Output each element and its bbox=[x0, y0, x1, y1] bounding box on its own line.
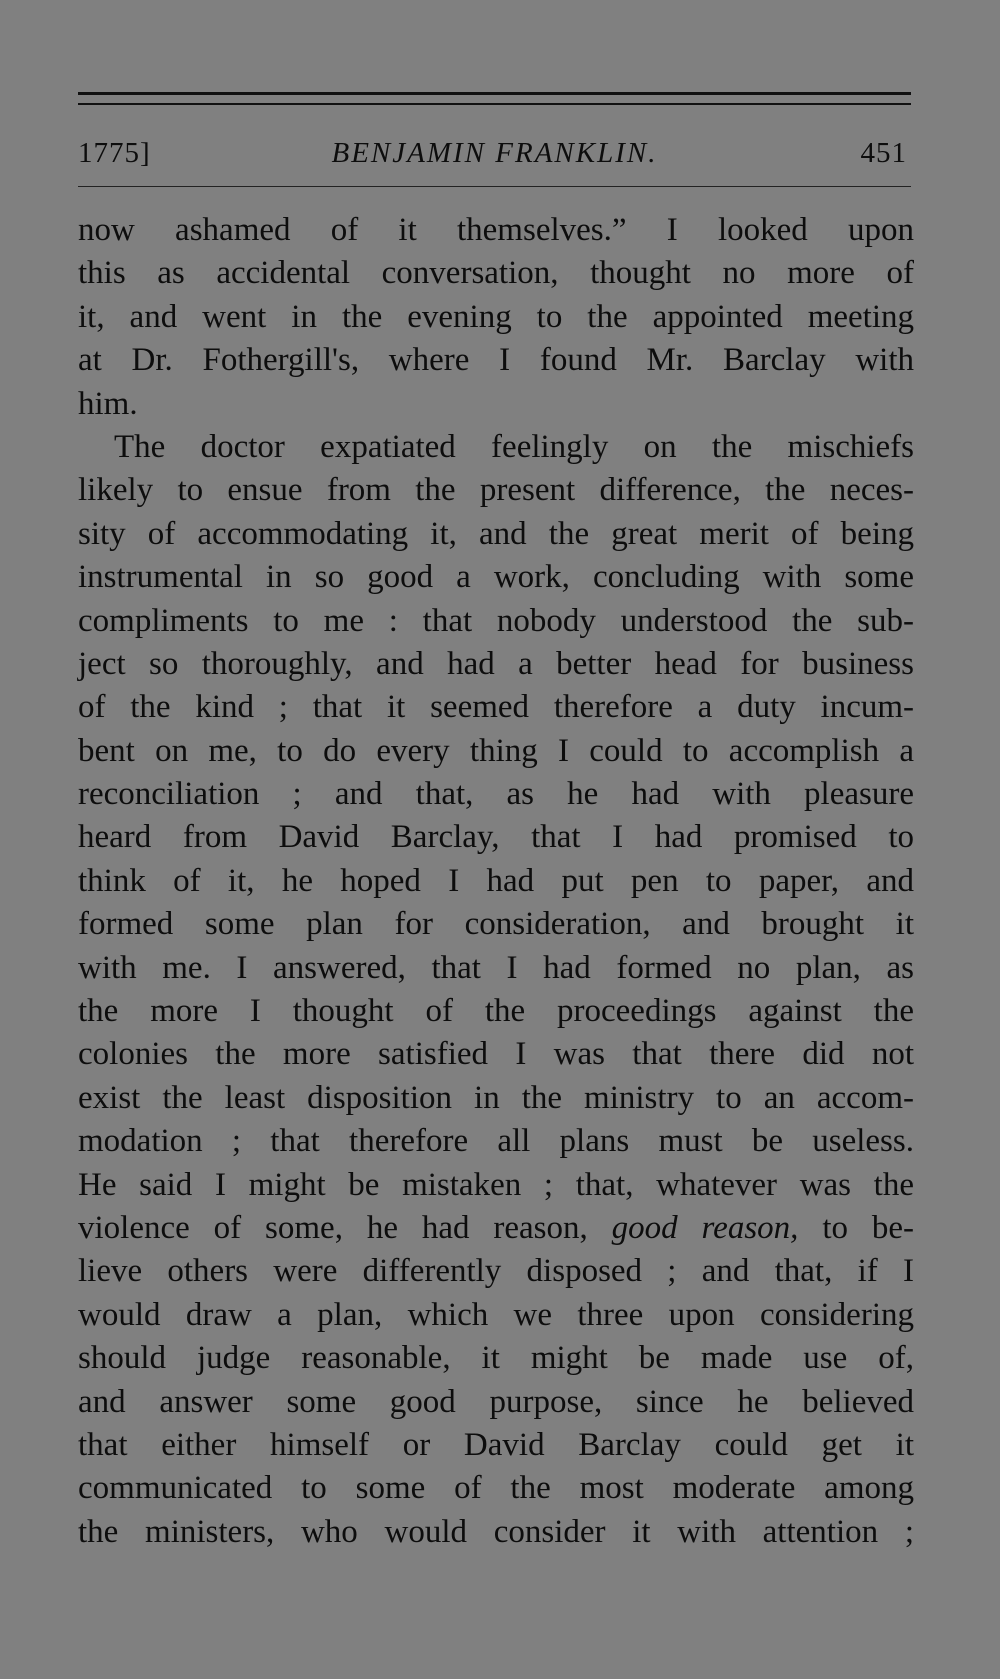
text-line: communicated to some of the most moderate among bbox=[78, 1470, 914, 1507]
text-line: him. bbox=[78, 385, 138, 422]
text-line: sity of accommodating it, and the great merit of being bbox=[78, 515, 914, 552]
header-double-rule-top bbox=[78, 92, 911, 95]
paragraph-2 bbox=[78, 426, 914, 1554]
text-line: that either himself or David Barclay could get it bbox=[78, 1426, 914, 1463]
text-line: think of it, he hoped I had put pen to paper, and bbox=[78, 862, 914, 899]
running-head-year: 1775] bbox=[78, 137, 151, 169]
running-head bbox=[78, 133, 911, 173]
text-line bbox=[78, 1207, 914, 1250]
text-line: formed some plan for consideration, and brought it bbox=[78, 906, 914, 943]
paragraph-1 bbox=[78, 209, 914, 426]
book-page bbox=[78, 0, 914, 1679]
text-segment: violence of some, he had reason, bbox=[78, 1209, 588, 1246]
text-line: at Dr. Fothergill's, where I found Mr. Barclay with bbox=[78, 342, 914, 379]
text-line: would draw a plan, which we three upon considering bbox=[78, 1296, 914, 1333]
page-number: 451 bbox=[860, 137, 907, 169]
text-line: lieve others were differently disposed ; and that, if I bbox=[78, 1253, 914, 1290]
text-line: the ministers, who would consider it with attention ; bbox=[78, 1513, 914, 1550]
header-double-rule-bottom bbox=[78, 103, 911, 105]
text-line: this as accidental conversation, thought no more of bbox=[78, 255, 914, 292]
body-text bbox=[78, 209, 914, 1554]
text-line: reconciliation ; and that, as he had with pleasure bbox=[78, 776, 914, 813]
text-line: and answer some good purpose, since he believed bbox=[78, 1383, 914, 1420]
header-rule bbox=[78, 186, 911, 187]
text-line: ject so thoroughly, and had a better head for business bbox=[78, 645, 914, 682]
text-line: heard from David Barclay, that I had promised to bbox=[78, 819, 914, 856]
text-line: now ashamed of it themselves.” I looked upon bbox=[78, 212, 914, 248]
text-line: instrumental in so good a work, concluding with some bbox=[78, 559, 914, 596]
text-line: He said I might be mistaken ; that, whatever was the bbox=[78, 1166, 914, 1203]
text-line: exist the least disposition in the ministry to an accom- bbox=[78, 1079, 914, 1116]
text-line: with me. I answered, that I had formed no plan, as bbox=[78, 949, 914, 986]
text-line: likely to ensue from the present difference, the neces- bbox=[78, 472, 914, 509]
text-line: of the kind ; that it seemed therefore a duty incum- bbox=[78, 689, 914, 726]
text-line: The doctor expatiated feelingly on the mischiefs bbox=[114, 428, 914, 465]
text-line: compliments to me : that nobody understood the sub- bbox=[78, 602, 914, 639]
text-line: bent on me, to do every thing I could to accomplish a bbox=[78, 732, 914, 769]
text-line: modation ; that therefore all plans must be useless. bbox=[78, 1123, 914, 1160]
emphasis-text: good reason, bbox=[611, 1209, 799, 1246]
text-line: the more I thought of the proceedings against the bbox=[78, 993, 914, 1030]
text-line: colonies the more satisfied I was that there did not bbox=[78, 1036, 914, 1073]
text-segment: to be- bbox=[822, 1209, 915, 1246]
text-line: it, and went in the evening to the appointed meeting bbox=[78, 298, 914, 335]
text-line: should judge reasonable, it might be made use of, bbox=[78, 1340, 914, 1377]
running-head-title: BENJAMIN FRANKLIN. bbox=[331, 137, 658, 169]
